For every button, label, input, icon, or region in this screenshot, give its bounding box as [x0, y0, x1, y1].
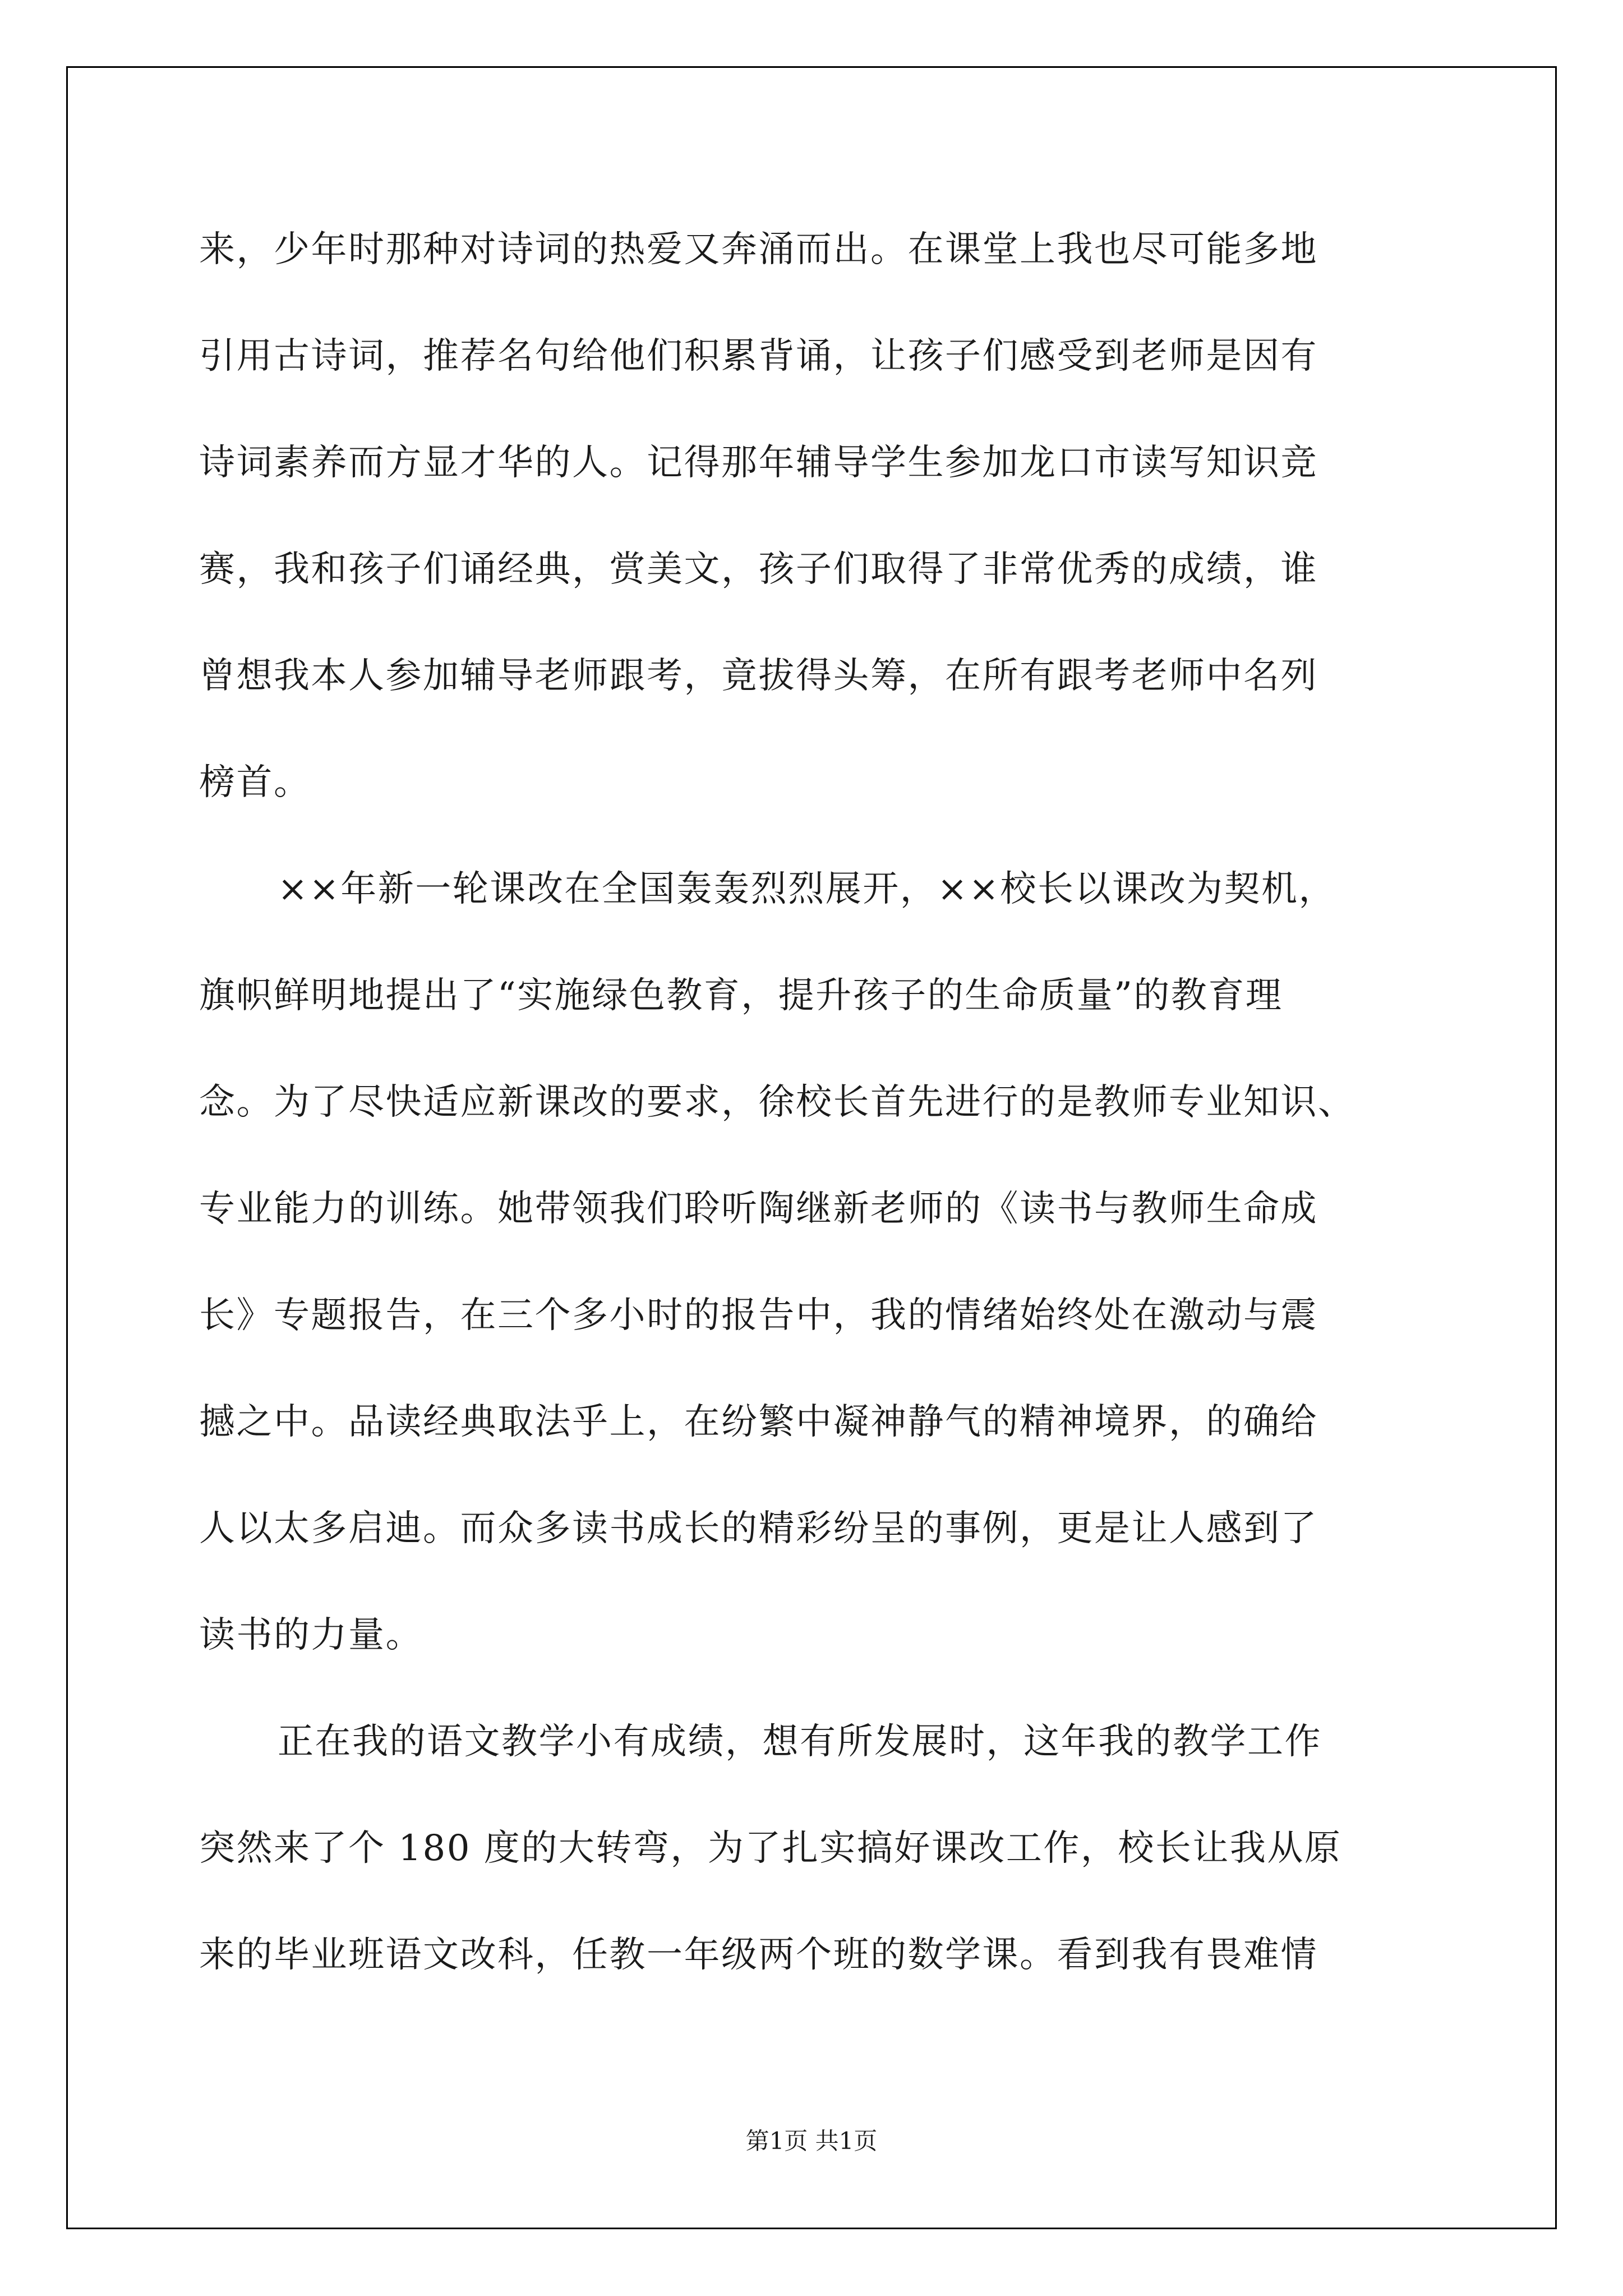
text-line: 念。为了尽快适应新课改的要求，徐校长首先进行的是教师专业知识、 — [199, 1082, 1355, 1123]
text-line: 专业能力的训练。她带领我们聆听陶继新老师的《读书与教师生命成 — [199, 1188, 1318, 1230]
page-number: 第1页 共1页 — [745, 2127, 878, 2155]
paragraph-first-line: ××年新一轮课改在全国轰轰烈烈展开，××校长以课改为契机， — [278, 868, 1336, 910]
text-line: 赛，我和孩子们诵经典，赏美文，孩子们取得了非常优秀的成绩，谁 — [199, 549, 1318, 590]
text-line: 突然来了个 180 度的大转弯，为了扎实搞好课改工作，校长让我从原 — [199, 1828, 1342, 1869]
text-line: 长》专题报告，在三个多小时的报告中，我的情绪始终处在激动与震 — [199, 1295, 1318, 1336]
text-line: 来，少年时那种对诗词的热爱又奔涌而出。在课堂上我也尽可能多地 — [199, 229, 1318, 270]
text-line: 曾想我本人参加辅导老师跟考，竟拔得头筹，在所有跟考老师中名列 — [199, 655, 1318, 697]
text-line: 人以太多启迪。而众多读书成长的精彩纷呈的事例，更是让人感到了 — [199, 1508, 1318, 1549]
paragraph-first-line: 正在我的语文教学小有成绩，想有所发展时，这年我的教学工作 — [278, 1721, 1322, 1763]
text-line: 来的毕业班语文改科，任教一年级两个班的数学课。看到我有畏难情 — [199, 1934, 1318, 1976]
text-line: 诗词素养而方显才华的人。记得那年辅导学生参加龙口市读写知识竞 — [199, 442, 1318, 484]
text-line: 旗帜鲜明地提出了“实施绿色教育，提升孩子的生命质量”的教育理 — [199, 975, 1283, 1016]
document-body — [199, 213, 1433, 2025]
text-line: 读书的力量。 — [199, 1614, 423, 1656]
text-line: 撼之中。品读经典取法乎上，在纷繁中凝神静气的精神境界，的确给 — [199, 1401, 1318, 1443]
text-line: 榜首。 — [199, 762, 311, 803]
text-line: 引用古诗词，推荐名句给他们积累背诵，让孩子们感受到老师是因有 — [199, 335, 1318, 377]
